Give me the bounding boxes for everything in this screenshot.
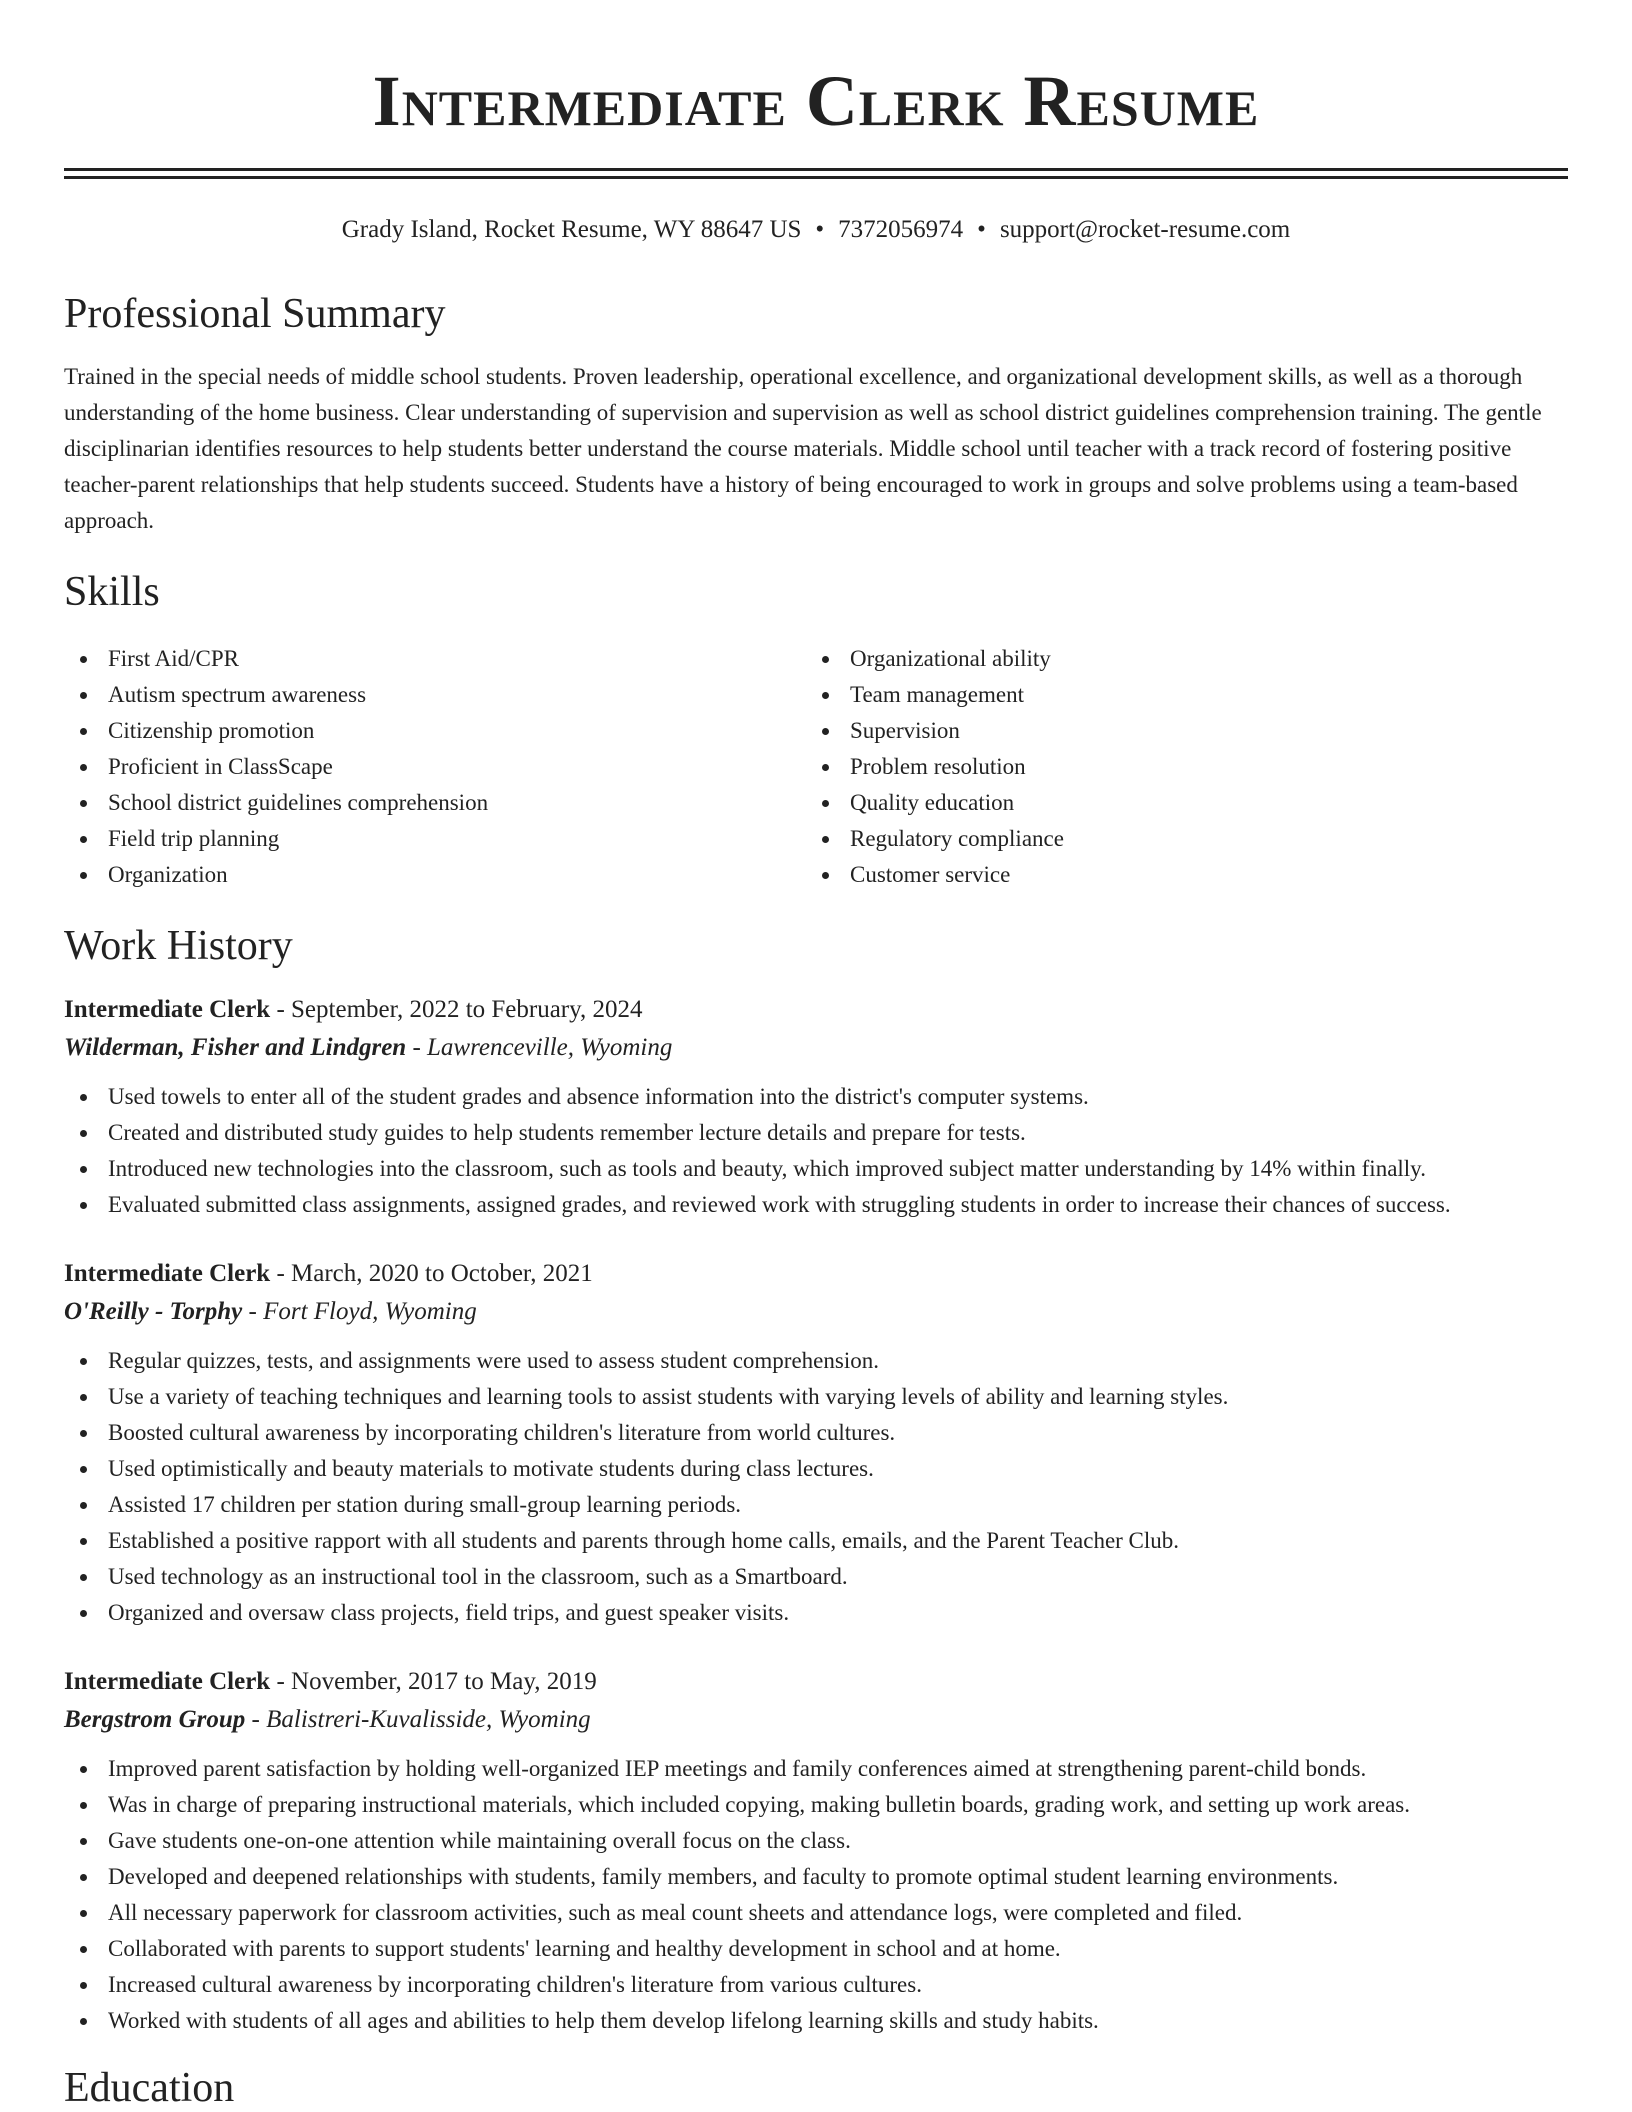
job-duty-item: Increased cultural awareness by incorporating children's literature from various cultures. bbox=[64, 1967, 1568, 2003]
job-company-line bbox=[64, 1029, 1568, 1067]
job-duty-item: Regular quizzes, tests, and assignments were used to assess student comprehension. bbox=[64, 1343, 1568, 1379]
job-dates: November, 2017 to May, 2019 bbox=[291, 1668, 597, 1695]
skill-item: Customer service bbox=[806, 857, 1548, 893]
job-company-line bbox=[64, 1701, 1568, 1739]
skill-item: School district guidelines comprehension bbox=[64, 785, 806, 821]
job-title: Intermediate Clerk bbox=[64, 996, 271, 1023]
job-dash: - bbox=[406, 1034, 428, 1061]
skills-heading: Skills bbox=[64, 569, 160, 615]
job-duties-list bbox=[64, 1079, 1568, 1223]
skill-item: Field trip planning bbox=[64, 821, 806, 857]
skill-item: Problem resolution bbox=[806, 749, 1548, 785]
contact-phone: 7372056974 bbox=[838, 216, 964, 243]
skills-list-right bbox=[806, 641, 1548, 893]
work-history-list bbox=[64, 991, 1568, 2039]
job-duty-item: Organized and oversaw class projects, field trips, and guest speaker visits. bbox=[64, 1595, 1568, 1631]
job-duty-item: Collaborated with parents to support students' learning and healthy development in school and at home. bbox=[64, 1931, 1568, 1967]
job-dash: - bbox=[270, 996, 292, 1023]
job-duty-item: Established a positive rapport with all students and parents through home calls, emails, and the Parent Teacher Club. bbox=[64, 1523, 1568, 1559]
work-history-heading: Work History bbox=[64, 923, 293, 969]
job-company-line bbox=[64, 1293, 1568, 1331]
job-duty-item: Introduced new technologies into the classroom, such as tools and beauty, which improved subject matter understanding by 14% within finally. bbox=[64, 1151, 1568, 1187]
education-heading: Education bbox=[64, 2065, 235, 2111]
title-divider-bottom bbox=[64, 176, 1568, 179]
job-duties-list bbox=[64, 1343, 1568, 1631]
summary-heading: Professional Summary bbox=[64, 291, 446, 337]
job-entry bbox=[64, 991, 1568, 1223]
job-dash: - bbox=[270, 1668, 292, 1695]
job-company: Bergstrom Group bbox=[64, 1706, 246, 1733]
job-dash: - bbox=[270, 1260, 292, 1287]
job-duty-item: Created and distributed study guides to help students remember lecture details and prepare for tests. bbox=[64, 1115, 1568, 1151]
summary-text: Trained in the special needs of middle school students. Proven leadership, operational excellence, and organizational development skills, as well as a thorough understanding of the home business. Clear understanding of supervision and supervision as well as school district guidelines comprehension training. The gentle disciplinarian identifies resources to help students better understand the course materials. Middle school until teacher with a track record of fostering positive teacher-parent relationships that help students succeed. Students have a history of being encouraged to work in groups and solve problems using a team-based approach. bbox=[64, 364, 1542, 533]
skill-item: Organizational ability bbox=[806, 641, 1548, 677]
job-header bbox=[64, 991, 1568, 1029]
contact-separator: • bbox=[815, 216, 825, 243]
job-entry bbox=[64, 1663, 1568, 2039]
job-duty-item: Evaluated submitted class assignments, assigned grades, and reviewed work with struggling students in order to increase their chances of success. bbox=[64, 1187, 1568, 1223]
skills-columns bbox=[64, 641, 1568, 893]
job-duties-list bbox=[64, 1751, 1568, 2039]
job-duty-item: Was in charge of preparing instructional materials, which included copying, making bulletin boards, grading work, and setting up work areas. bbox=[64, 1787, 1568, 1823]
contact-separator: • bbox=[977, 216, 986, 243]
job-title: Intermediate Clerk bbox=[64, 1260, 271, 1287]
contact-line bbox=[64, 213, 1568, 247]
job-location: Lawrenceville, Wyoming bbox=[427, 1034, 673, 1061]
resume-content bbox=[64, 0, 1568, 2112]
job-duty-item: Boosted cultural awareness by incorporating children's literature from world cultures. bbox=[64, 1415, 1568, 1451]
page-title: Intermediate Clerk Resume bbox=[372, 61, 1260, 141]
job-header bbox=[64, 1663, 1568, 1701]
skill-item: Regulatory compliance bbox=[806, 821, 1548, 857]
job-entry bbox=[64, 1255, 1568, 1631]
skill-item: Supervision bbox=[806, 713, 1548, 749]
skill-item: Autism spectrum awareness bbox=[64, 677, 806, 713]
skill-item: First Aid/CPR bbox=[64, 641, 806, 677]
job-dates: September, 2022 to February, 2024 bbox=[291, 996, 643, 1023]
job-duty-item: Use a variety of teaching techniques and learning tools to assist students with varying levels of ability and learning styles. bbox=[64, 1379, 1568, 1415]
job-duty-item: Developed and deepened relationships with students, family members, and faculty to promote optimal student learning environments. bbox=[64, 1859, 1568, 1895]
job-title: Intermediate Clerk bbox=[64, 1668, 271, 1695]
contact-address: Grady Island, Rocket Resume, WY 88647 US bbox=[341, 216, 802, 243]
job-duty-item: Used optimistically and beauty materials to motivate students during class lectures. bbox=[64, 1451, 1568, 1487]
skill-item: Proficient in ClassScape bbox=[64, 749, 806, 785]
job-duty-item: All necessary paperwork for classroom activities, such as meal count sheets and attendance logs, were completed and filed. bbox=[64, 1895, 1568, 1931]
skill-item: Citizenship promotion bbox=[64, 713, 806, 749]
job-duty-item: Worked with students of all ages and abilities to help them develop lifelong learning skills and study habits. bbox=[64, 2003, 1568, 2039]
job-company: O'Reilly - Torphy bbox=[64, 1298, 243, 1325]
job-location: Fort Floyd, Wyoming bbox=[263, 1298, 477, 1325]
title-divider-top bbox=[64, 168, 1568, 171]
skills-list-left bbox=[64, 641, 806, 893]
job-location: Balistreri-Kuvalisside, Wyoming bbox=[266, 1706, 591, 1733]
job-dates: March, 2020 to October, 2021 bbox=[291, 1260, 593, 1287]
job-duty-item: Assisted 17 children per station during small-group learning periods. bbox=[64, 1487, 1568, 1523]
job-dash: - bbox=[242, 1298, 264, 1325]
skill-item: Quality education bbox=[806, 785, 1548, 821]
job-duty-item: Used technology as an instructional tool in the classroom, such as a Smartboard. bbox=[64, 1559, 1568, 1595]
job-company: Wilderman, Fisher and Lindgren bbox=[64, 1034, 407, 1061]
job-duty-item: Gave students one-on-one attention while maintaining overall focus on the class. bbox=[64, 1823, 1568, 1859]
job-duty-item: Improved parent satisfaction by holding well-organized IEP meetings and family conferences aimed at strengthening parent-child bonds. bbox=[64, 1751, 1568, 1787]
contact-email: support@rocket-resume.com bbox=[999, 216, 1291, 243]
job-duty-item: Used towels to enter all of the student grades and absence information into the district's computer systems. bbox=[64, 1079, 1568, 1115]
job-dash: - bbox=[245, 1706, 267, 1733]
skill-item: Organization bbox=[64, 857, 806, 893]
job-header bbox=[64, 1255, 1568, 1293]
skill-item: Team management bbox=[806, 677, 1548, 713]
